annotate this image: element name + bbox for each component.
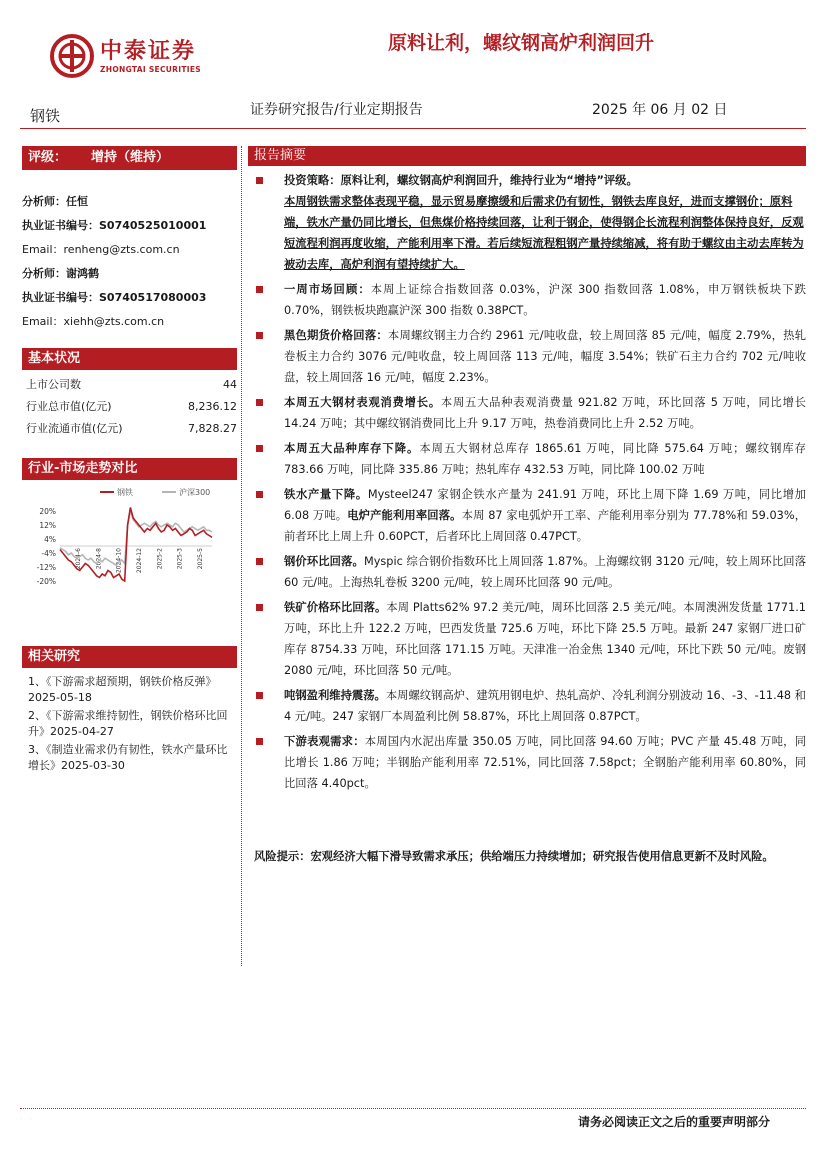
footer-disclaimer: 请务必阅读正文之后的重要声明部分: [577, 1115, 770, 1129]
summary-column: [248, 146, 806, 867]
strategy-detail: 本周钢铁需求整体表现平稳，显示贸易摩擦缓和后需求仍有韧性，钢铁去库良好，进而支撑钢价；原料端，铁水产量仍同比增长，但焦煤价格持续回落，让利于钢企，使得钢企长流程利润整体保持良好，反观短流程利润再度收缩，产能利用率下滑。若后续短流程粗钢产量持续缩减，将有助于螺纹由主动去库转为被动去库，高炉利润有望持续扩大。: [284, 195, 804, 271]
y-tick-label: -12%: [36, 563, 56, 572]
analyst-info: [22, 190, 237, 334]
legend-label: 沪深300: [179, 488, 211, 497]
left-sidebar: [22, 146, 237, 776]
analyst-2-name-row: 分析师：谢鸿鹤: [22, 267, 99, 280]
summary-paragraph: 下游表观需求：本周国内水泥出库量 350.05 万吨，同比回落 94.60 万吨；PVC 产量 45.48 万吨，同比增长 1.86 万吨；半钢胎产能利用率 72.51%，同比回落 7.58pct；全钢胎产能利用率 60.80%，同比回落 4.40pct。: [248, 731, 806, 794]
status-row: 上市公司数 44: [26, 378, 237, 391]
analyst-1-name: 任恒: [66, 195, 88, 208]
y-tick-label: 12%: [39, 521, 56, 530]
x-tick-label: 2025-3: [176, 548, 184, 570]
bullet-icon: [256, 445, 263, 452]
bullet-icon: [256, 738, 263, 745]
y-tick-label: 20%: [39, 507, 56, 516]
summary-paragraph: 吨钢盈利维持震荡。本周螺纹钢高炉、建筑用钢电炉、热轧高炉、冷轧利润分别波动 16、-3、-11.48 和 4 元/吨。247 家钢厂本周盈利比例 58.87%，环比上周回落 0.87PCT。: [248, 685, 806, 727]
related-research-header: 相关研究: [22, 646, 237, 668]
y-tick-label: -4%: [41, 549, 56, 558]
strategy-paragraph: 投资策略：原料让利，螺纹钢高炉利润回升，维持行业为“增持”评级。: [248, 170, 806, 191]
report-type: 证券研究报告/行业定期报告: [250, 102, 423, 118]
summary-header: 报告摘要: [248, 146, 806, 166]
bullet-icon: [256, 332, 263, 339]
analyst-1-email-row: Email：renheng@zts.com.cn: [22, 243, 180, 256]
basic-status-header: 基本状况: [22, 348, 237, 370]
summary-paragraph: 钢价环比回落。Myspic 综合钢价指数环比上周回落 1.87%。上海螺纹钢 3120 元/吨，较上周环比回落 60 元/吨。上海热轧卷板 3200 元/吨，较上周环比回落 90 元/吨。: [248, 551, 806, 593]
bullet-icon: [256, 558, 263, 565]
rating-label: 评级：: [28, 150, 68, 165]
x-tick-label: 2024-12: [136, 548, 143, 574]
risk-warning: 风险提示：宏观经济大幅下滑导致需求承压；供给端压力持续增加；研究报告使用信息更新不及时风险。: [254, 850, 774, 863]
related-item[interactable]: 3、《制造业需求仍有韧性，铁水产量环比增长》2025-03-30: [28, 743, 228, 772]
analyst-2-cert-row: 执业证书编号：S0740517080003: [22, 291, 207, 304]
industry-label: 钢铁: [30, 107, 61, 125]
trend-header: 行业-市场走势对比: [22, 458, 237, 480]
x-tick-label: 2024-8: [95, 548, 103, 570]
status-row: 行业总市值(亿元) 8,236.12: [26, 400, 237, 413]
bullet-icon: [256, 692, 263, 699]
analyst-1-cert-row: 执业证书编号：S0740525010001: [22, 219, 207, 232]
legend-label: 钢铁: [117, 488, 133, 497]
summary-paragraph: 本周五大钢材表观消费增长。本周五大品种表观消费量 921.82 万吨，环比回落 5 万吨，同比增长 14.24 万吨；其中螺纹钢消费同比上升 9.17 万吨，热卷消费同比上升 2.52 万吨。: [248, 392, 806, 434]
analyst-1-name-row: 分析师：任恒: [22, 195, 88, 208]
summary-paragraph: 铁矿价格环比回落。本周 Platts62% 97.2 美元/吨，周环比回落 2.5 美元/吨。本周澳洲发货量 1771.1 万吨，环比上升 122.2 万吨，巴西发货量 725.6 万吨，环比下降 25.5 万吨。最新 247 家钢厂进口矿库存 8754.33 万吨，环比回落 171.15 万吨。天津准一冶金焦 1340 元/吨，环比下跌 50 元/吨。废钢 2080 元/吨，环比回落 50 元/吨。: [248, 597, 806, 681]
y-tick-label: -20%: [36, 577, 56, 586]
summary-paragraph: 黑色期货价格回落：本周螺纹钢主力合约 2961 元/吨收盘，较上周回落 85 元/吨，幅度 2.79%，热轧卷板主力合约 3076 元/吨收盘，较上周回落 113 元/吨，幅度 3.54%；铁矿石主力合约 702 元/吨收盘，较上周回落 16 元/吨，幅度 2.23%。: [248, 325, 806, 388]
summary-paragraph: 铁水产量下降。Mysteel247 家钢企铁水产量为 241.91 万吨，环比上周下降 1.69 万吨，同比增加 6.08 万吨。电炉产能利用率回落。本周 87 家电弧炉开工率、产能利用率分别为 77.78%和 59.03%，前者环比上周上升 0.60PCT，后者环比上周回落 0.47PCT。: [248, 484, 806, 547]
zhongtai-logo-icon: [50, 34, 94, 78]
related-item[interactable]: 2、《下游需求维持韧性，钢铁价格环比回升》2025-04-27: [28, 709, 228, 738]
bullet-icon: [256, 177, 263, 184]
related-item[interactable]: 1、《下游需求超预期，钢铁价格反弹》2025-05-18: [28, 675, 217, 704]
report-date: 2025 年 06 月 02 日: [592, 102, 728, 118]
x-tick-label: 2025-2: [156, 548, 164, 570]
analyst-1-cert: S0740525010001: [99, 219, 207, 232]
analyst-2-name: 谢鸿鹤: [66, 267, 99, 280]
logo-chinese-name: 中泰证券: [100, 38, 197, 64]
bullet-icon: [256, 286, 263, 293]
bullet-icon: [256, 491, 263, 498]
analyst-1-email[interactable]: renheng@zts.com.cn: [63, 243, 180, 256]
bullet-icon: [256, 604, 263, 611]
summary-paragraph: 本周五大品种库存下降。本周五大钢材总库存 1865.61 万吨，同比降 575.64 万吨；螺纹钢库存 783.66 万吨，同比降 335.86 万吨；热轧库存 432.53 万吨，同比降 100.02 万吨: [248, 438, 806, 480]
related-research-list: [22, 668, 237, 774]
analyst-2-email[interactable]: xiehh@zts.com.cn: [63, 315, 165, 328]
trend-chart-svg: [22, 480, 237, 610]
trend-chart: [22, 480, 237, 610]
y-tick-label: 4%: [44, 535, 56, 544]
company-logo: [50, 34, 201, 78]
rating-bar: [22, 146, 237, 170]
status-row: 行业流通市值(亿元) 7,828.27: [26, 422, 237, 435]
header-divider: [20, 128, 806, 129]
logo-english-name: ZHONGTAI SECURITIES: [100, 64, 201, 74]
bullet-icon: [256, 399, 263, 406]
summary-paragraph: 一周市场回顾：本周上证综合指数回落 0.03%，沪深 300 指数回落 1.08%，申万钢铁板块下跌 0.70%，钢铁板块跑赢沪深 300 指数 0.38PCT。: [248, 279, 806, 321]
x-tick-label: 2025-5: [197, 548, 204, 570]
report-title: 原料让利，螺纹钢高炉利润回升: [388, 32, 655, 54]
analyst-2-cert: S0740517080003: [99, 291, 207, 304]
analyst-2-email-row: Email：xiehh@zts.com.cn: [22, 315, 165, 328]
column-divider: [241, 146, 242, 966]
x-tick-label: 2024-6: [75, 548, 82, 570]
x-tick-label: 2024-10: [115, 548, 123, 574]
footer-divider: [20, 1108, 806, 1109]
rating-value: 增持（维持）: [91, 150, 170, 165]
